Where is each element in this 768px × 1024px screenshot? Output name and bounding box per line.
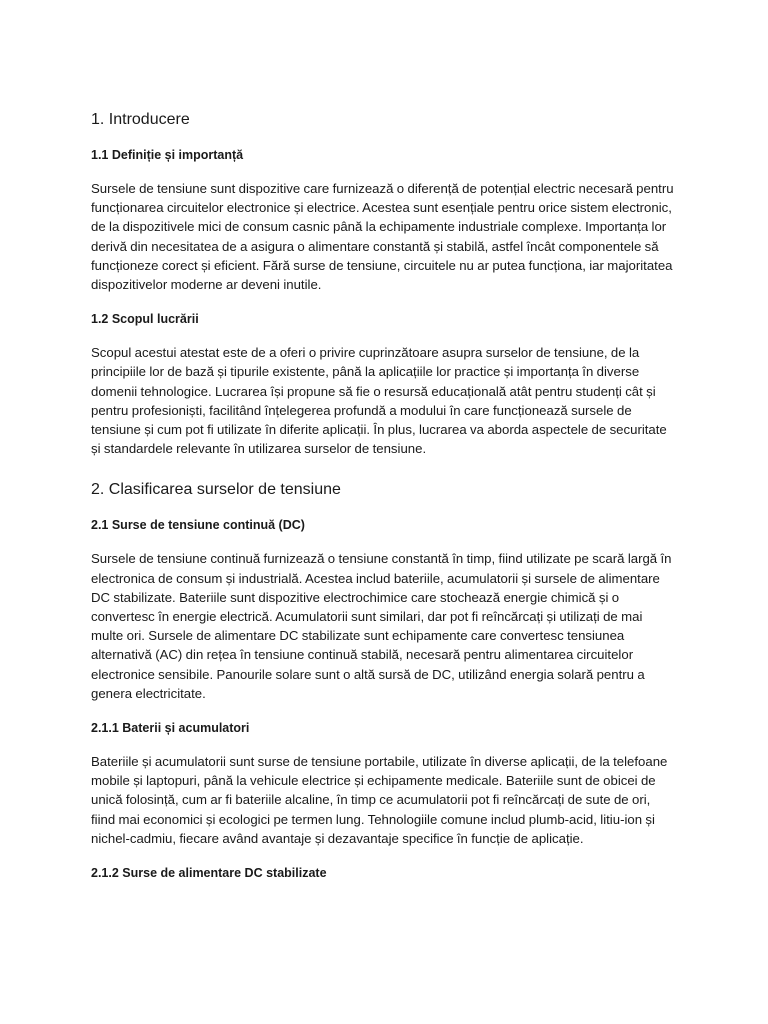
subsection-heading-baterii: 2.1.1 Baterii și acumulatori [91,721,250,736]
section-heading-introducere: 1. Introducere [91,111,190,128]
subsection-heading-surse-stabilizate: 2.1.2 Surse de alimentare DC stabilizate [91,866,327,881]
subsection-heading-dc: 2.1 Surse de tensiune continuă (DC) [91,518,305,533]
subsection-heading-definitie: 1.1 Definiție și importanță [91,148,244,162]
paragraph-baterii: Bateriile și acumulatorii sunt surse de tensiune portabile, utilizate în diverse aplicații, de la telefoane mobile și laptopuri, până la vehicule electrice și echipamente medicale. Bateriile sunt de obicei de unică folosință, cum ar fi bateriile alcaline, în timp ce acumulatorii pot fi reîncărcați de sute de ori, fiind mai economici și ecologici pe termen lung. Tehnologiile comune includ plumb-acid, litiu-ion și nichel-cadmiu, fiecare având avantaje și dezavantaje specifice în funcție de aplicație. [91,754,668,846]
section-heading-clasificarea: 2. Clasificarea surselor de tensiune [91,481,341,499]
paragraph-dc: Sursele de tensiune continuă furnizează o tensiune constantă în timp, fiind utilizate pe scară largă în electronica de consum și industrială. Acestea includ bateriile, acumulatorii și sursele de alimentare DC stabilizate. Bateriile sunt dispozitive electrochimice care stochează energie chimică și o convertesc în energie electrică. Acumulatorii sunt similari, dar pot fi reîncărcați și utilizați de mai multe ori. Sursele de alimentare DC stabilizate sunt echipamente care convertesc tensiunea alternativă (AC) din rețea în tensiune continuă stabilă, necesară pentru alimentarea circuitelor electronice sensibile. Panourile solare sunt o altă sursă de DC, utilizând energia solară pentru a genera electricitate. [91,551,672,701]
paragraph-definitie: Sursele de tensiune sunt dispozitive care furnizează o diferență de potențial electric necesară pentru funcționarea circuitelor electronice și electrice. Acestea sunt esențiale pentru orice sistem electronic, de la dispozitivele mici de consum casnic până la echipamente industriale complexe. Importanța lor derivă din necesitatea de a asigura o alimentare constantă și stabilă, astfel încât componentele să funcționeze corect și eficient. Fără surse de tensiune, circuitele nu ar putea funcționa, iar majoritatea dispozitivelor moderne ar deveni inutile. [91,181,674,293]
subsection-heading-scopul: 1.2 Scopul lucrării [91,312,199,327]
paragraph-scopul: Scopul acestui atestat este de a oferi o privire cuprinzătoare asupra surselor de tensiune, de la principiile lor de bază și tipurile existente, până la aplicațiile lor practice și importanța în diverse domenii tehnologice. Lucrarea își propune să fie o resursă educațională atât pentru studenți cât și pentru profesioniști, facilitând înțelegerea profundă a modului în care funcționează sursele de tensiune și cum pot fi utilizate în diferite aplicații. În plus, lucrarea va aborda aspectele de securitate și standardele relevante în utilizarea surselor de tensiune. [91,345,667,457]
document-page [91,108,676,882]
